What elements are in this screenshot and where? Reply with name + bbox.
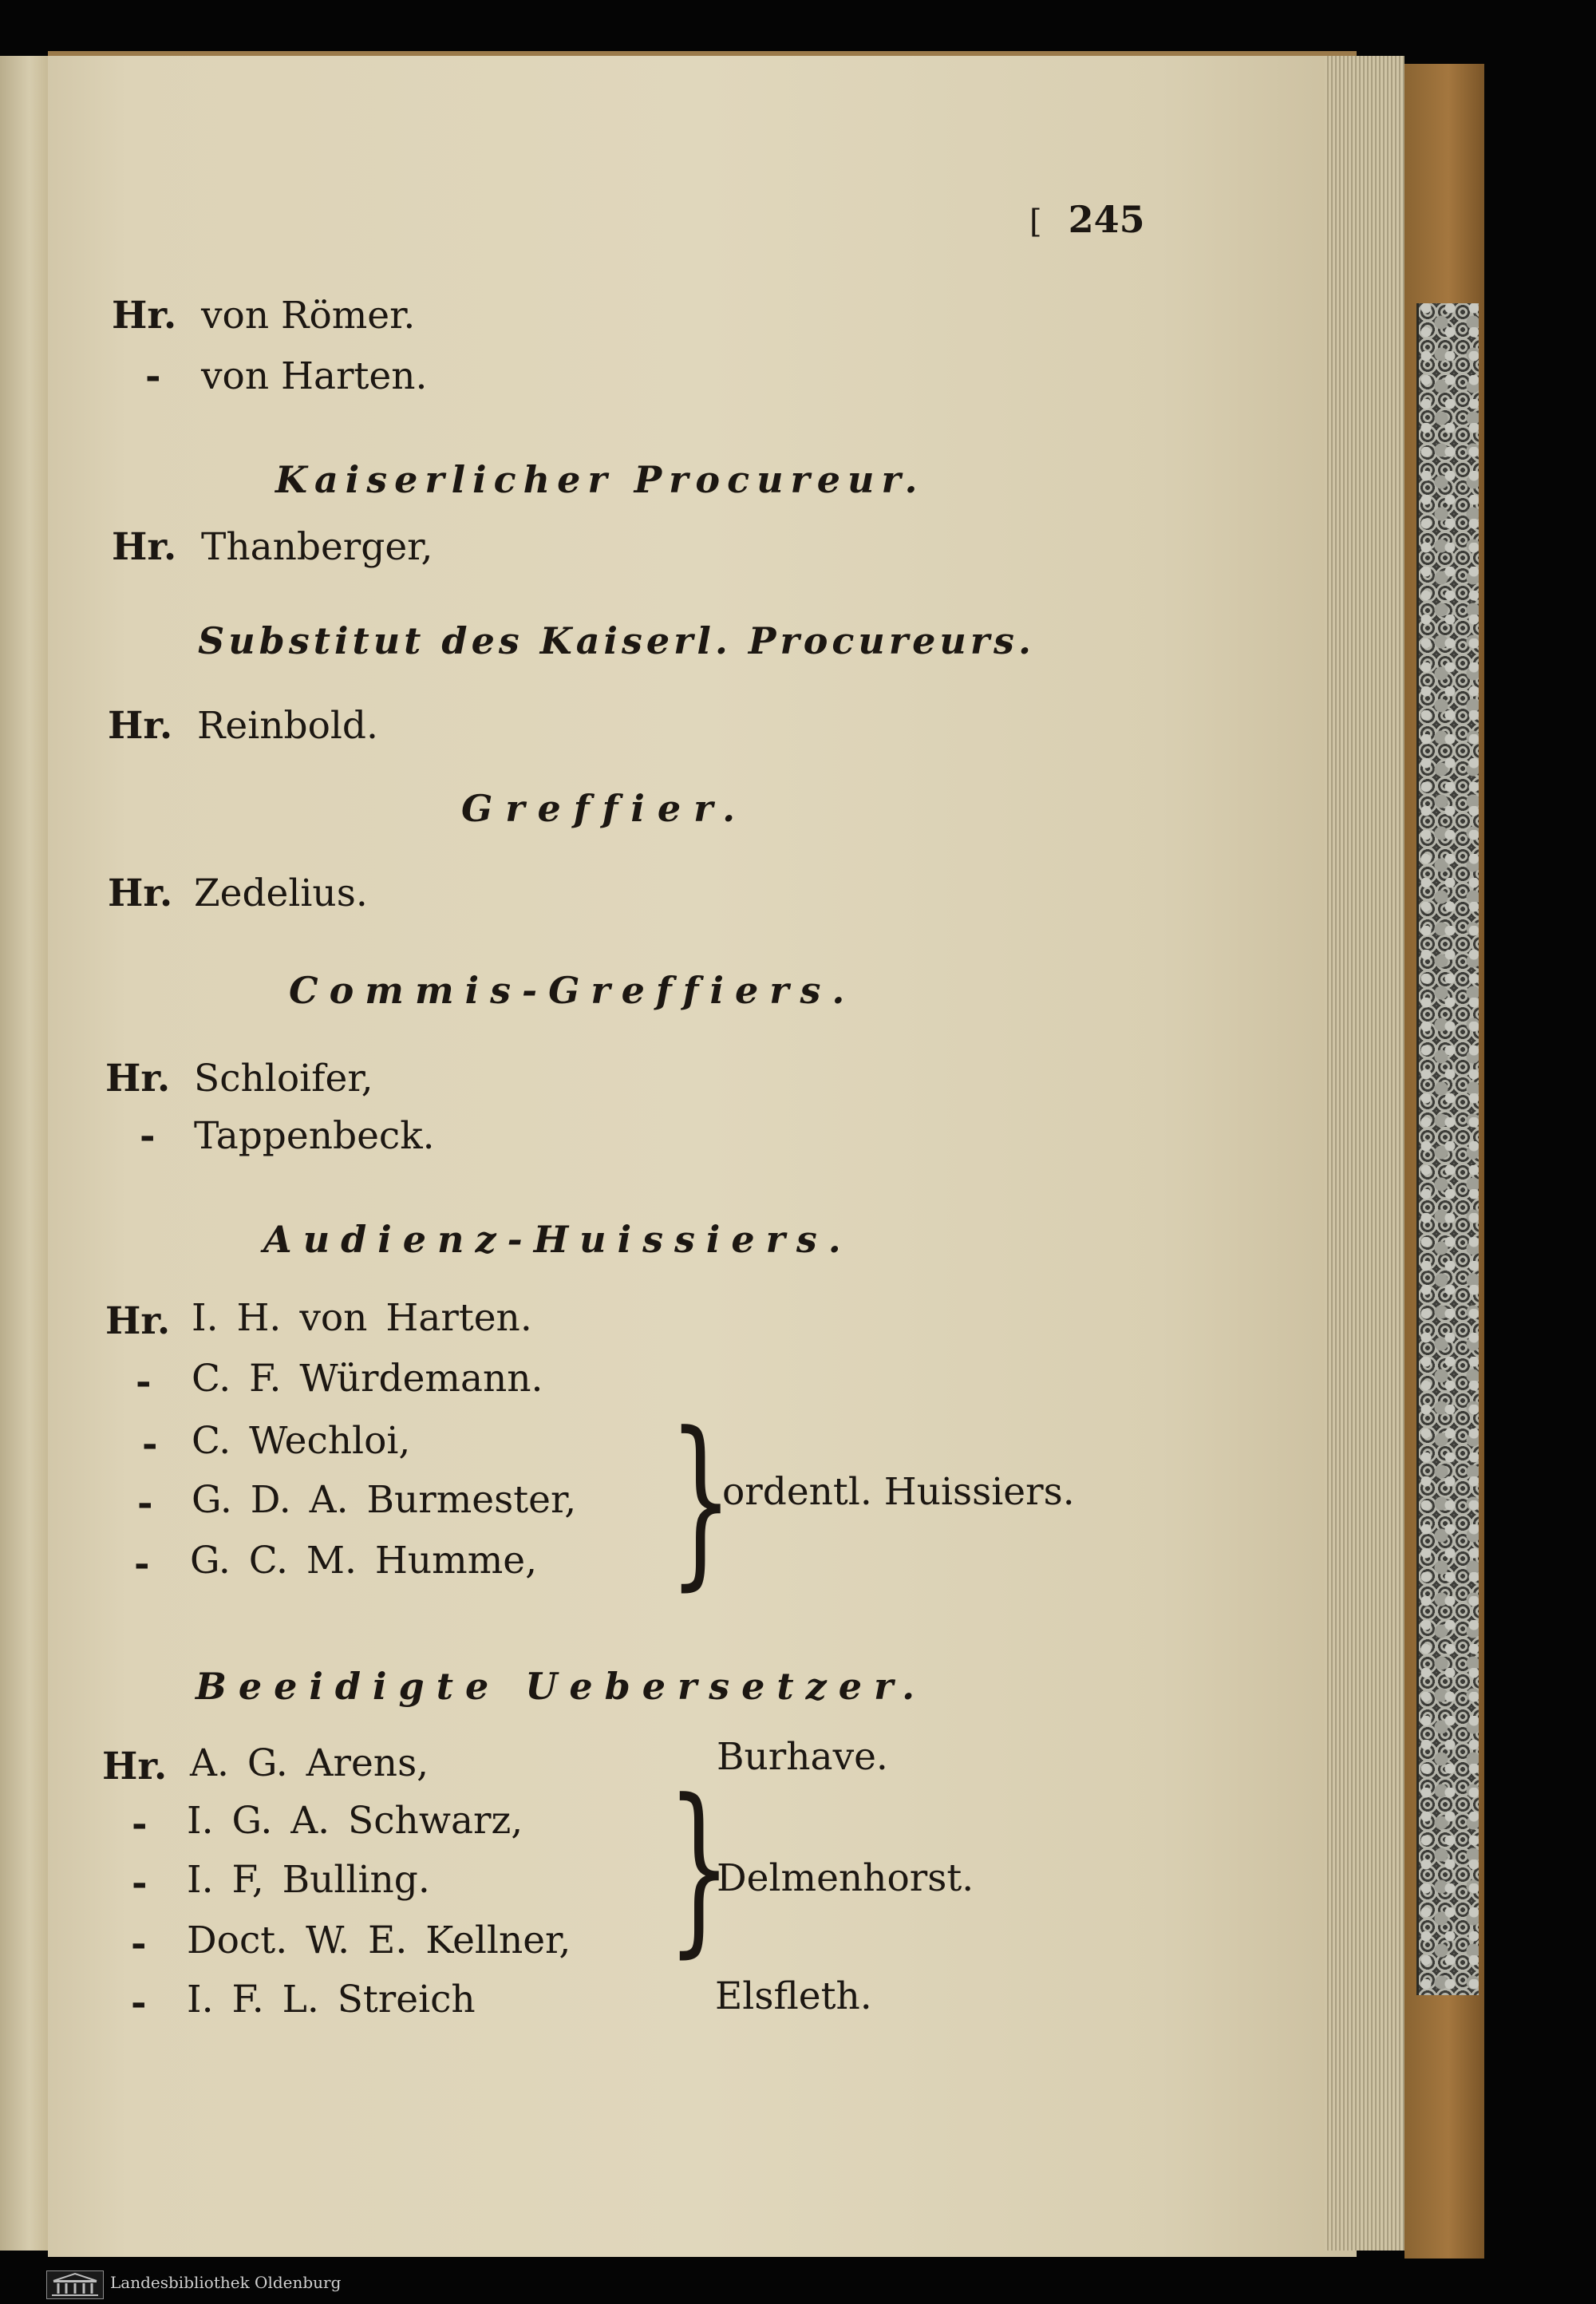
entry-prefix: -	[131, 1981, 147, 2025]
entry-prefix: -	[145, 354, 161, 398]
entry-prefix: -	[134, 1542, 150, 1586]
place-label: Delmenhorst.	[717, 1856, 974, 1900]
entry-name: Zedelius.	[194, 871, 368, 915]
huissiers-group-label: ordentl. Huissiers.	[722, 1470, 1075, 1514]
entry-prefix: -	[136, 1360, 152, 1404]
entry-name: Reinbold.	[197, 704, 378, 748]
page-number: 245	[1068, 198, 1145, 241]
place-label: Elsfleth.	[715, 1974, 872, 2018]
entry-name: Schloifer,	[194, 1057, 373, 1101]
entry-name: von Römer.	[201, 294, 416, 338]
entry-prefix: -	[132, 1802, 148, 1846]
entry-name: G. C. M. Humme,	[190, 1539, 538, 1583]
entry-prefix: Hr.	[112, 525, 177, 569]
entry-prefix: Hr.	[105, 1057, 171, 1101]
left-page-edge	[0, 56, 49, 2251]
entry-name: C. Wechloi,	[192, 1419, 411, 1463]
entry-name: C. F. Würdemann.	[192, 1357, 543, 1401]
library-name: Landesbibliothek Oldenburg	[110, 2273, 342, 2292]
curly-brace-icon: }	[669, 1394, 733, 1607]
entry-name: Thanberger,	[201, 525, 433, 569]
section-heading-substitut: Substitut des Kaiserl. Procureurs.	[198, 619, 1035, 662]
page-number-line	[1029, 198, 1145, 241]
section-heading-greffier: Greffier.	[461, 787, 749, 830]
entry-name: I. F, Bulling.	[187, 1858, 430, 1902]
marbled-endpaper	[1416, 303, 1479, 1995]
entry-prefix: Hr.	[108, 704, 173, 748]
entry-prefix: -	[132, 1861, 148, 1905]
entry-prefix: Hr.	[105, 1299, 171, 1343]
entry-prefix: -	[137, 1481, 153, 1525]
section-heading-uebersetzer: Beeidigte Uebersetzer.	[196, 1665, 927, 1708]
section-heading-commis-greffiers: Commis-Greffiers.	[289, 969, 856, 1012]
entry-name: I. H. von Harten.	[192, 1296, 532, 1340]
place-label: Burhave.	[717, 1735, 888, 1779]
entry-name: Tappenbeck.	[194, 1114, 435, 1158]
section-heading-audienz-huissiers: Audienz-Huissiers.	[263, 1218, 852, 1261]
entry-name: Doct. W. E. Kellner,	[187, 1919, 571, 1962]
page-edges	[1325, 56, 1404, 2251]
entry-name: G. D. A. Burmester,	[192, 1478, 577, 1522]
entry-prefix: Hr.	[108, 871, 173, 915]
entry-name: A. G. Arens,	[190, 1741, 429, 1785]
entry-name: I. F. L. Streich	[187, 1978, 476, 2021]
entry-prefix: Hr.	[112, 294, 177, 338]
entry-prefix: -	[131, 1922, 147, 1966]
entry-name: I. G. A. Schwarz,	[187, 1799, 523, 1843]
page-number-bracket: [	[1029, 204, 1042, 240]
entry-prefix: Hr.	[102, 1745, 168, 1788]
entry-prefix: -	[142, 1422, 158, 1466]
curly-brace-icon: }	[667, 1761, 732, 1974]
entry-prefix: -	[140, 1114, 156, 1158]
section-heading-procureur: Kaiserlicher Procureur.	[275, 458, 925, 501]
entry-name: von Harten.	[201, 354, 428, 398]
library-logo-icon	[46, 2270, 104, 2299]
